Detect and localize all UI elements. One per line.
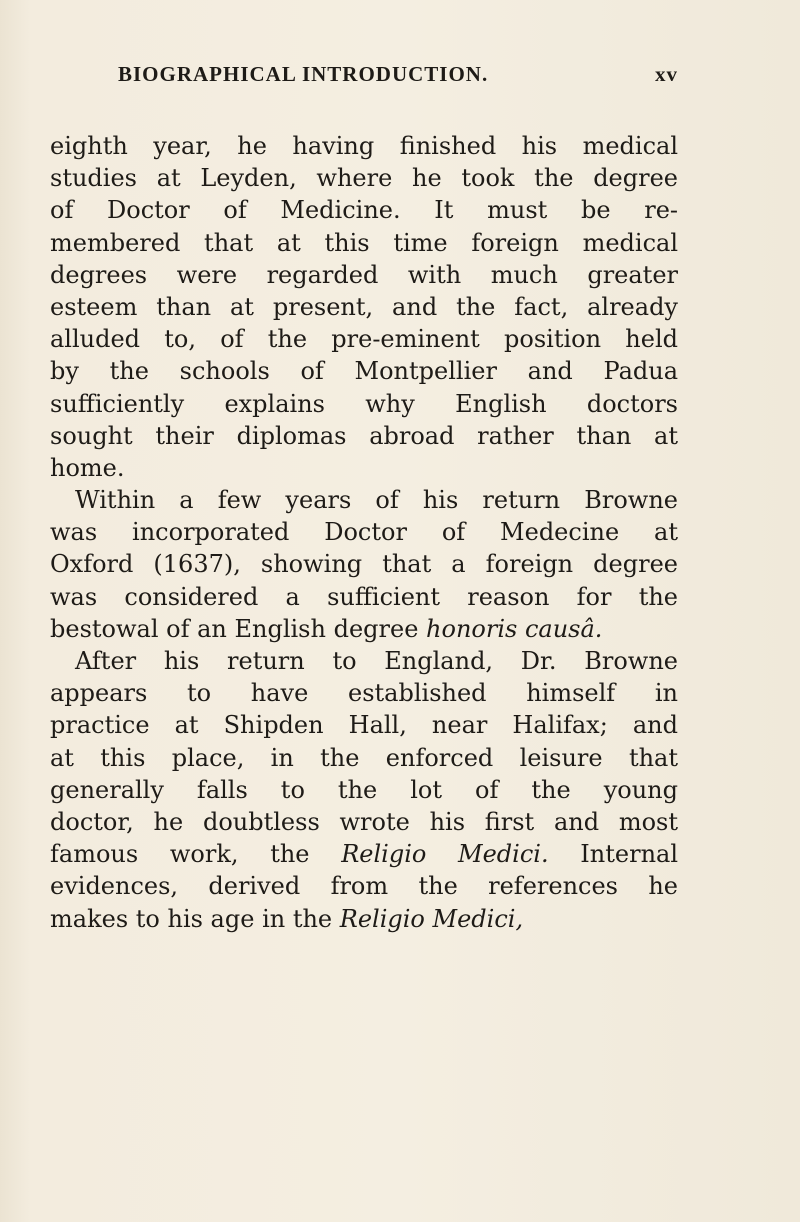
text-line: appears to have established himself in xyxy=(50,679,678,708)
text-line: of Doctor of Medicine. It must be re- xyxy=(50,196,678,225)
running-title: BIOGRAPHICAL INTRODUCTION. xyxy=(118,62,489,86)
text-line: was incorporated Doctor of Medecine at xyxy=(50,518,678,547)
text-line: esteem than at present, and the fact, already xyxy=(50,292,678,321)
text-line: degrees were regarded with much greater xyxy=(50,260,678,289)
italic-phrase: honoris causâ. xyxy=(426,614,603,643)
text-line: eighth year, he having finished his medical xyxy=(50,132,678,160)
running-header xyxy=(118,62,678,87)
text-line: practice at Shipden Hall, near Halifax; and xyxy=(50,711,678,740)
text-line: by the schools of Montpellier and Padua xyxy=(50,357,678,386)
text-segment: Internal xyxy=(548,840,679,869)
text-segment: famous work, the xyxy=(50,840,342,869)
text-line: membered that at this time foreign medical xyxy=(50,228,678,257)
text-line: sufficiently explains why English doctors xyxy=(50,389,678,418)
text-segment: bestowal of an English degree xyxy=(50,614,427,643)
text-line: doctor, he doubtless wrote his first and most xyxy=(50,807,678,836)
text-line xyxy=(50,613,678,645)
italic-phrase: Religio Medici, xyxy=(339,904,524,933)
text-line xyxy=(50,903,678,935)
text-line: studies at Leyden, where he took the degree xyxy=(50,164,678,193)
italic-phrase: Religio Medici. xyxy=(341,840,549,869)
text-line: Oxford (1637), showing that a foreign degree xyxy=(50,550,678,579)
text-segment: makes to his age in the xyxy=(50,904,340,933)
text-line xyxy=(50,838,678,870)
text-line: generally falls to the lot of the young xyxy=(50,775,678,804)
text-line: sought their diplomas abroad rather than at xyxy=(50,421,678,450)
text-line: evidences, derived from the references he xyxy=(50,872,678,901)
body-text xyxy=(50,130,678,935)
text-line: at this place, in the enforced leisure that xyxy=(50,743,678,772)
text-line: was considered a sufficient reason for the xyxy=(50,582,678,611)
text-line: home. xyxy=(50,453,125,482)
text-line: Within a few years of his return Browne xyxy=(75,486,678,515)
text-line: After his return to England, Dr. Browne xyxy=(75,647,678,675)
page-number: xv xyxy=(655,62,678,86)
text-line: alluded to, of the pre-eminent position held xyxy=(50,325,678,354)
